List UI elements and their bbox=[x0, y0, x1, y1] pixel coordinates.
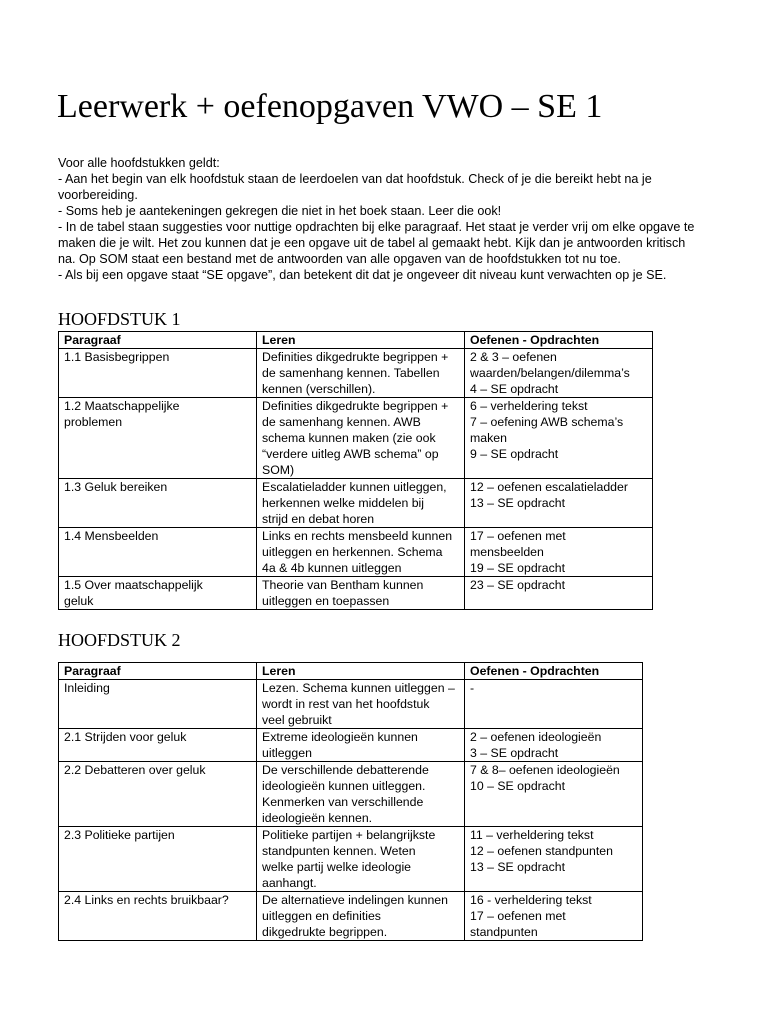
cell-line: 13 – SE opdracht bbox=[470, 860, 566, 874]
cell-line: standpunten kennen. Weten bbox=[262, 844, 416, 858]
cell-line: welke partij welke ideologie bbox=[262, 860, 412, 874]
chapter-2-title: HOOFDSTUK 2 bbox=[58, 630, 181, 650]
cell-line: 7 & 8– oefenen ideologieën bbox=[470, 763, 620, 777]
cell-line: uitleggen bbox=[262, 746, 312, 760]
cell-paragraaf bbox=[59, 528, 257, 577]
cell-line: dikgedrukte begrippen. bbox=[262, 925, 388, 939]
cell-oefenen bbox=[465, 398, 653, 479]
cell-oefenen bbox=[465, 577, 653, 610]
table-header-row bbox=[59, 332, 653, 349]
header-paragraaf: Paragraaf bbox=[59, 332, 257, 349]
cell-line: Definities dikgedrukte begrippen + bbox=[262, 399, 449, 413]
cell-line: 16 - verheldering tekst bbox=[470, 893, 592, 907]
cell-line: 2 – oefenen ideologieën bbox=[470, 730, 602, 744]
cell-line: ideologieën kunnen uitleggen. bbox=[262, 779, 426, 793]
table-row bbox=[59, 398, 653, 479]
cell-line: 17 – oefenen met bbox=[470, 529, 566, 543]
cell-line: 4 – SE opdracht bbox=[470, 382, 559, 396]
cell-line: 1.3 Geluk bereiken bbox=[64, 480, 168, 494]
cell-oefenen bbox=[465, 528, 653, 577]
intro-line: - Aan het begin van elk hoofdstuk staan de leerdoelen van dat hoofdstuk. Check of je die bereikt hebt na je bbox=[58, 172, 652, 186]
intro-text bbox=[58, 155, 718, 283]
cell-line: 12 – oefenen standpunten bbox=[470, 844, 613, 858]
cell-line: 11 – verheldering tekst bbox=[470, 828, 594, 842]
chapter-1-table bbox=[58, 331, 653, 610]
intro-line: - Als bij een opgave staat “SE opgave”, dan betekent dit dat je ongeveer dit niveau kunt verwachten op je SE. bbox=[58, 268, 667, 282]
cell-line: mensbeelden bbox=[470, 545, 544, 559]
cell-line: De alternatieve indelingen kunnen bbox=[262, 893, 448, 907]
cell-line: 13 – SE opdracht bbox=[470, 496, 566, 510]
cell-line: 2.2 Debatteren over geluk bbox=[64, 763, 206, 777]
cell-line: 10 – SE opdracht bbox=[470, 779, 566, 793]
cell-line: de samenhang kennen. Tabellen bbox=[262, 366, 440, 380]
page-title: Leerwerk + oefenopgaven VWO – SE 1 bbox=[57, 88, 603, 125]
cell-line: strijd en debat horen bbox=[262, 512, 375, 526]
cell-line: 9 – SE opdracht bbox=[470, 447, 559, 461]
cell-paragraaf bbox=[59, 349, 257, 398]
cell-leren bbox=[257, 398, 465, 479]
cell-line: 3 – SE opdracht bbox=[470, 746, 559, 760]
table-row bbox=[59, 528, 653, 577]
cell-line: waarden/belangen/dilemma’s bbox=[470, 366, 630, 380]
cell-line: maken bbox=[470, 431, 507, 445]
table-row bbox=[59, 892, 643, 941]
table-row bbox=[59, 729, 643, 762]
table-body bbox=[59, 680, 643, 941]
cell-line: Extreme ideologieën kunnen bbox=[262, 730, 418, 744]
header-leren: Leren bbox=[257, 663, 465, 680]
cell-paragraaf bbox=[59, 729, 257, 762]
cell-paragraaf bbox=[59, 827, 257, 892]
cell-line: Escalatieladder kunnen uitleggen, bbox=[262, 480, 447, 494]
cell-line: 6 – verheldering tekst bbox=[470, 399, 588, 413]
cell-line: 2.4 Links en rechts bruikbaar? bbox=[64, 893, 229, 907]
cell-line: standpunten bbox=[470, 925, 538, 939]
cell-oefenen bbox=[465, 680, 643, 729]
table-body bbox=[59, 349, 653, 610]
cell-line: Inleiding bbox=[64, 681, 110, 695]
table-row bbox=[59, 680, 643, 729]
cell-line: 1.1 Basisbegrippen bbox=[64, 350, 170, 364]
cell-line: SOM) bbox=[262, 463, 295, 477]
cell-paragraaf bbox=[59, 479, 257, 528]
cell-line: wordt in rest van het hoofdstuk bbox=[262, 697, 430, 711]
cell-line: de samenhang kennen. AWB bbox=[262, 415, 421, 429]
cell-line: 2 & 3 – oefenen bbox=[470, 350, 557, 364]
cell-paragraaf bbox=[59, 762, 257, 827]
cell-line: 23 – SE opdracht bbox=[470, 578, 566, 592]
table-row bbox=[59, 827, 643, 892]
cell-line: schema kunnen maken (zie ook bbox=[262, 431, 436, 445]
cell-line: 4a & 4b kunnen uitleggen bbox=[262, 561, 402, 575]
cell-line: kennen (verschillen). bbox=[262, 382, 376, 396]
cell-line: Theorie van Bentham kunnen bbox=[262, 578, 424, 592]
intro-line: Voor alle hoofdstukken geldt: bbox=[58, 156, 220, 170]
intro-line: maken die je wilt. Het zou kunnen dat je een opgave uit de tabel al gemaakt hebt. Kijk dan je antwoorden kritisch bbox=[58, 236, 686, 250]
cell-paragraaf bbox=[59, 680, 257, 729]
intro-line: - Soms heb je aantekeningen gekregen die niet in het boek staan. Leer die ook! bbox=[58, 204, 502, 218]
cell-leren bbox=[257, 729, 465, 762]
cell-line: problemen bbox=[64, 415, 123, 429]
cell-line: Definities dikgedrukte begrippen + bbox=[262, 350, 449, 364]
cell-oefenen bbox=[465, 729, 643, 762]
cell-line: 2.1 Strijden voor geluk bbox=[64, 730, 187, 744]
cell-leren bbox=[257, 827, 465, 892]
cell-line: De verschillende debatterende bbox=[262, 763, 429, 777]
cell-line: herkennen welke middelen bij bbox=[262, 496, 425, 510]
cell-line: 1.5 Over maatschappelijk bbox=[64, 578, 203, 592]
cell-line: uitleggen en toepassen bbox=[262, 594, 390, 608]
cell-line: 2.3 Politieke partijen bbox=[64, 828, 175, 842]
cell-oefenen bbox=[465, 479, 653, 528]
cell-leren bbox=[257, 577, 465, 610]
intro-line: na. Op SOM staat een bestand met de antwoorden van alle opgaven van de hoofdstukken tot nu toe. bbox=[58, 252, 621, 266]
cell-line: uitleggen en herkennen. Schema bbox=[262, 545, 443, 559]
cell-line: aanhangt. bbox=[262, 876, 317, 890]
cell-leren bbox=[257, 349, 465, 398]
chapter-2-table bbox=[58, 662, 643, 941]
cell-leren bbox=[257, 479, 465, 528]
cell-line: 12 – oefenen escalatieladder bbox=[470, 480, 628, 494]
cell-leren bbox=[257, 892, 465, 941]
table-row bbox=[59, 577, 653, 610]
intro-line: - In de tabel staan suggesties voor nuttige opdrachten bij elke paragraaf. Het staat je verder vrij om elke opgave te bbox=[58, 220, 695, 234]
cell-line: 1.2 Maatschappelijke bbox=[64, 399, 180, 413]
cell-paragraaf bbox=[59, 892, 257, 941]
cell-line: - bbox=[470, 681, 475, 695]
cell-paragraaf bbox=[59, 577, 257, 610]
cell-oefenen bbox=[465, 349, 653, 398]
table-row bbox=[59, 479, 653, 528]
table-row bbox=[59, 349, 653, 398]
header-leren: Leren bbox=[257, 332, 465, 349]
cell-line: Links en rechts mensbeeld kunnen bbox=[262, 529, 453, 543]
cell-line: geluk bbox=[64, 594, 94, 608]
cell-oefenen bbox=[465, 892, 643, 941]
intro-line: voorbereiding. bbox=[58, 188, 138, 202]
cell-line: ideologieën kennen. bbox=[262, 811, 373, 825]
cell-paragraaf bbox=[59, 398, 257, 479]
table-row bbox=[59, 762, 643, 827]
cell-leren bbox=[257, 680, 465, 729]
cell-oefenen bbox=[465, 762, 643, 827]
cell-line: “verdere uitleg AWB schema” op bbox=[262, 447, 439, 461]
cell-line: Kenmerken van verschillende bbox=[262, 795, 424, 809]
cell-line: veel gebruikt bbox=[262, 713, 332, 727]
header-oefenen: Oefenen - Opdrachten bbox=[465, 332, 653, 349]
cell-line: 19 – SE opdracht bbox=[470, 561, 566, 575]
cell-line: Politieke partijen + belangrijkste bbox=[262, 828, 436, 842]
cell-line: uitleggen en definities bbox=[262, 909, 381, 923]
cell-line: 1.4 Mensbeelden bbox=[64, 529, 159, 543]
header-oefenen: Oefenen - Opdrachten bbox=[465, 663, 643, 680]
cell-line: 17 – oefenen met bbox=[470, 909, 566, 923]
cell-leren bbox=[257, 762, 465, 827]
cell-oefenen bbox=[465, 827, 643, 892]
cell-line: 7 – oefening AWB schema’s bbox=[470, 415, 624, 429]
cell-leren bbox=[257, 528, 465, 577]
chapter-1-title: HOOFDSTUK 1 bbox=[58, 309, 181, 329]
cell-line: Lezen. Schema kunnen uitleggen – bbox=[262, 681, 455, 695]
table-header-row bbox=[59, 663, 643, 680]
header-paragraaf: Paragraaf bbox=[59, 663, 257, 680]
